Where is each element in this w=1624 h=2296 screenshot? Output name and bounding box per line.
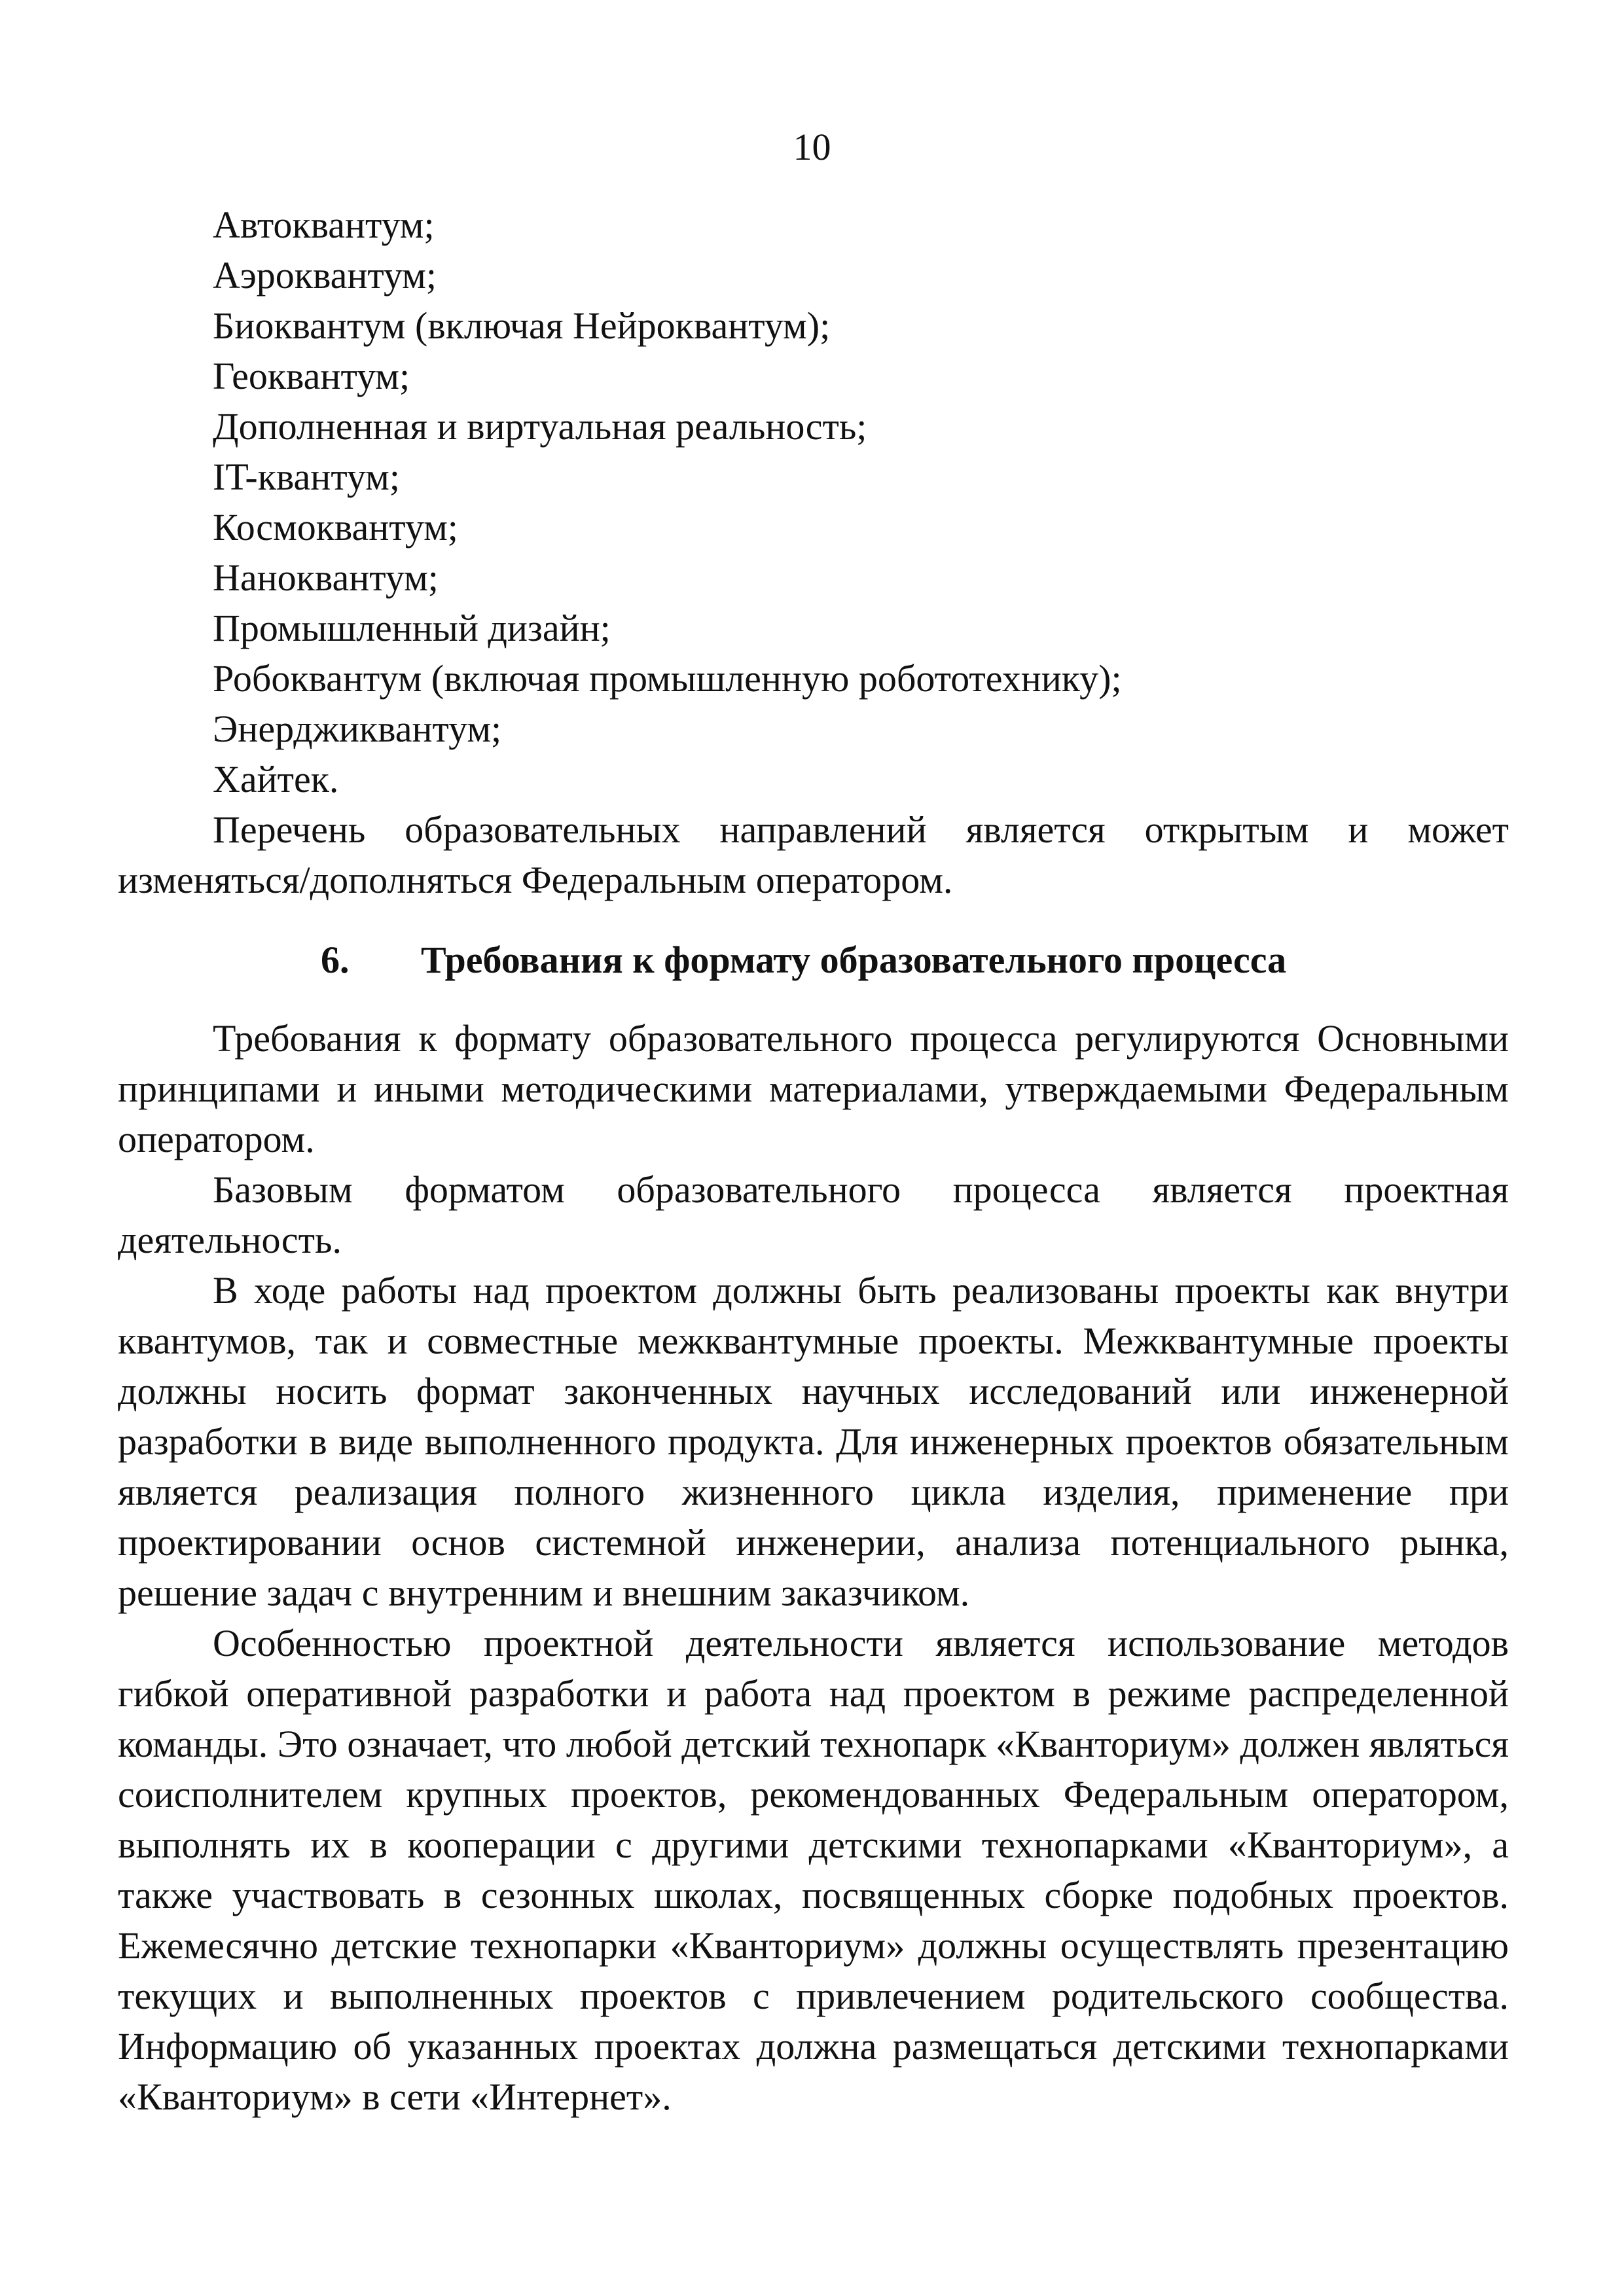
list-item: IT-квантум; bbox=[213, 456, 400, 498]
paragraph: Особенностью проектной деятельности является использование методов гибкой оперативной разработки и работа над проектом в режиме распределенной команды. Это означает, что любой детский технопарк «Кванториум» должен являться соисполнителем крупных проектов, рекомендованных Федеральным оператором, выполнять их в кооперации с другими детскими технопарками «Кванториум», а также участвовать в сезонных школах, посвященных сборке подобных проектов. Ежемесячно детские технопарки «Кванториум» должны осуществлять презентацию текущих и выполненных проектов с привлечением родительского сообщества. Информацию об указанных проектах должна размещаться детскими технопарками «Кванториум» в сети «Интернет». bbox=[118, 1622, 1509, 2118]
list-item: Хайтек. bbox=[213, 758, 339, 800]
list-item: Аэроквантум; bbox=[213, 254, 437, 296]
list-item: Автоквантум; bbox=[213, 204, 435, 246]
section-number: 6. bbox=[321, 939, 350, 981]
document-body bbox=[118, 200, 1509, 2122]
section-title: Требования к формату образовательного процесса bbox=[421, 939, 1287, 981]
directions-list bbox=[118, 200, 1509, 804]
list-item: Космоквантум; bbox=[213, 506, 458, 548]
list-item: Робоквантум (включая промышленную робототехнику); bbox=[213, 657, 1122, 700]
list-item: Энерджиквантум; bbox=[213, 708, 502, 750]
page-number: 10 bbox=[793, 126, 831, 168]
list-item: Наноквантум; bbox=[213, 556, 439, 599]
paragraph: В ходе работы над проектом должны быть реализованы проекты как внутри квантумов, так и совместные межквантумные проекты. Межквантумные проекты должны носить формат законченных научных исследований или инженерной разработки в виде выполненного продукта. Для инженерных проектов обязательным является реализация полного жизненного цикла изделия, применение при проектировании основ системной инженерии, анализа потенциального рынка, решение задач с внутренним и внешним заказчиком. bbox=[118, 1269, 1509, 1614]
section-heading bbox=[118, 935, 1509, 985]
paragraph: Базовым форматом образовательного процесса является проектная деятельность. bbox=[118, 1168, 1509, 1261]
list-note-paragraph: Перечень образовательных направлений является открытым и может изменяться/дополняться Федеральным оператором. bbox=[118, 808, 1509, 901]
list-item: Биоквантум (включая Нейроквантум); bbox=[213, 304, 831, 347]
list-item: Дополненная и виртуальная реальность; bbox=[213, 405, 867, 448]
paragraph: Требования к формату образовательного процесса регулируются Основными принципами и иными методическими материалами, утверждаемыми Федеральным оператором. bbox=[118, 1017, 1509, 1160]
list-item: Промышленный дизайн; bbox=[213, 607, 611, 649]
list-item: Геоквантум; bbox=[213, 355, 410, 397]
